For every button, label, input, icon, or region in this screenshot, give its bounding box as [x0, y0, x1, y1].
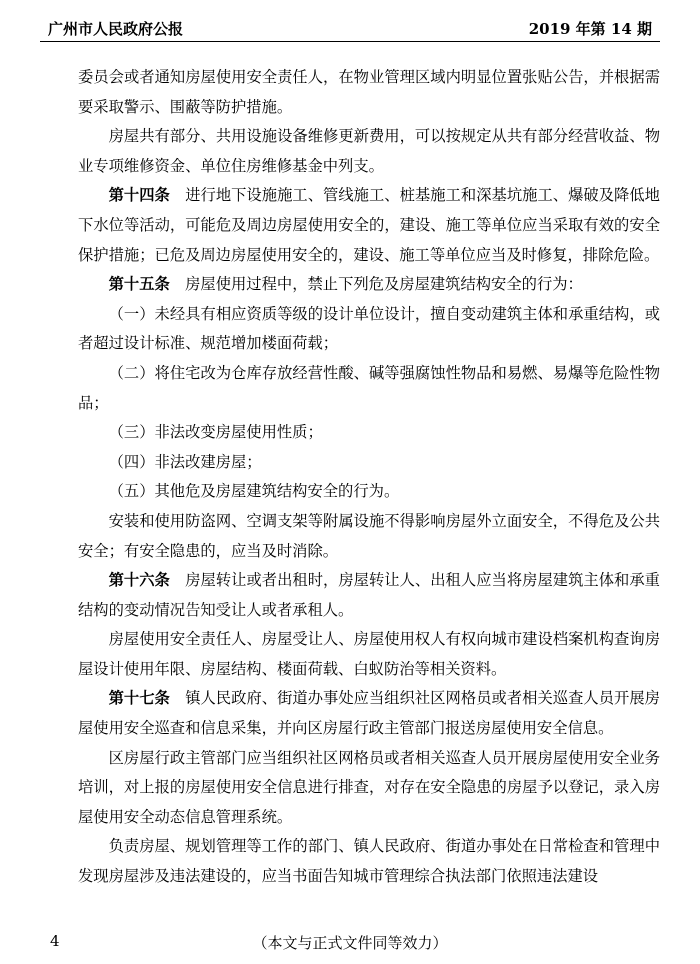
- paragraph-text: 区房屋行政主管部门应当组织社区网格员或者相关巡查人员开展房屋使用安全业务培训，对上报的房屋使用安全信息进行排查，对存在安全隐患的房屋予以登记，录入房屋使用安全动态信息管理系统。: [78, 748, 660, 826]
- paragraph: [78, 448, 660, 478]
- document-body: [78, 63, 660, 892]
- paragraph-text: （四）非法改建房屋；: [108, 452, 262, 471]
- paragraph-text: 房屋转让或者出租时，房屋转让人、出租人应当将房屋建筑主体和承重结构的变动情况告知受让人或者承租人。: [78, 571, 660, 619]
- paragraph: [78, 566, 660, 625]
- paragraph-text: （三）非法改变房屋使用性质；: [108, 423, 323, 442]
- paragraph: [78, 359, 660, 418]
- paragraph: [78, 418, 660, 448]
- paragraph-text: （二）将住宅改为仓库存放经营性酸、碱等强腐蚀性物品和易燃、易爆等危险性物品；: [78, 363, 660, 412]
- paragraph: [78, 63, 660, 122]
- paragraph-text: 进行地下设施施工、管线施工、桩基施工和深基坑施工、爆破及降低地下水位等活动，可能危及周边房屋使用安全的，建设、施工等单位应当采取有效的安全保护措施；已危及周边房屋使用安全的，建设、施工等单位应当及时修复，排除危险。: [78, 186, 660, 264]
- paragraph-text: （五）其他危及房屋建筑结构安全的行为。: [108, 482, 400, 501]
- paragraph: [78, 122, 660, 181]
- paragraph: [78, 477, 660, 507]
- paragraph: [78, 684, 660, 743]
- paragraph: [78, 507, 660, 566]
- validity-note: （本文与正式文件同等效力）: [252, 934, 448, 952]
- paragraph-text: 房屋使用安全责任人、房屋受让人、房屋使用权人有权向城市建设档案机构查询房屋设计使用年限、房屋结构、楼面荷载、白蚁防治等相关资料。: [78, 630, 660, 678]
- article-number: 第十七条: [108, 689, 170, 708]
- paragraph-text: 安装和使用防盗网、空调支架等附属设施不得影响房屋外立面安全，不得危及公共安全；有安全隐患的，应当及时消除。: [78, 511, 660, 560]
- paragraph-text: （一）未经具有相应资质等级的设计单位设计，擅自变动建筑主体和承重结构，或者超过设计标准、规范增加楼面荷载；: [78, 304, 660, 353]
- gazette-title: 广州市人民政府公报: [48, 20, 184, 38]
- paragraph-text: 委员会或者通知房屋使用安全责任人，在物业管理区域内明显位置张贴公告，并根据需要采取警示、围蔽等防护措施。: [78, 68, 660, 116]
- paragraph-text: 镇人民政府、街道办事处应当组织社区网格员或者相关巡查人员开展房屋使用安全巡查和信息采集，并向区房屋行政主管部门报送房屋使用安全信息。: [78, 689, 660, 738]
- paragraph: [78, 181, 660, 270]
- article-number: 第十四条: [108, 186, 170, 205]
- paragraph: [78, 832, 660, 891]
- paragraph: [78, 625, 660, 684]
- page-header: [40, 14, 660, 40]
- article-number: 第十五条: [108, 275, 170, 294]
- paragraph: [78, 300, 660, 359]
- paragraph: [78, 744, 660, 833]
- header-rule: [40, 41, 660, 42]
- paragraph: [78, 270, 660, 300]
- issue-number: 2019 年第 14 期: [528, 20, 652, 38]
- paragraph-text: 负责房屋、规划管理等工作的部门、镇人民政府、街道办事处在日常检查和管理中发现房屋涉及违法建设的，应当书面告知城市管理综合执法部门依照违法建设: [78, 837, 660, 886]
- article-number: 第十六条: [108, 571, 170, 590]
- page-number: 4: [50, 932, 60, 950]
- paragraph-text: 房屋使用过程中，禁止下列危及房屋建筑结构安全的行为：: [185, 275, 583, 294]
- page-footer: [0, 930, 700, 954]
- paragraph-text: 房屋共有部分、共用设施设备维修更新费用，可以按规定从共有部分经营收益、物业专项维修资金、单位住房维修基金中列支。: [78, 127, 660, 175]
